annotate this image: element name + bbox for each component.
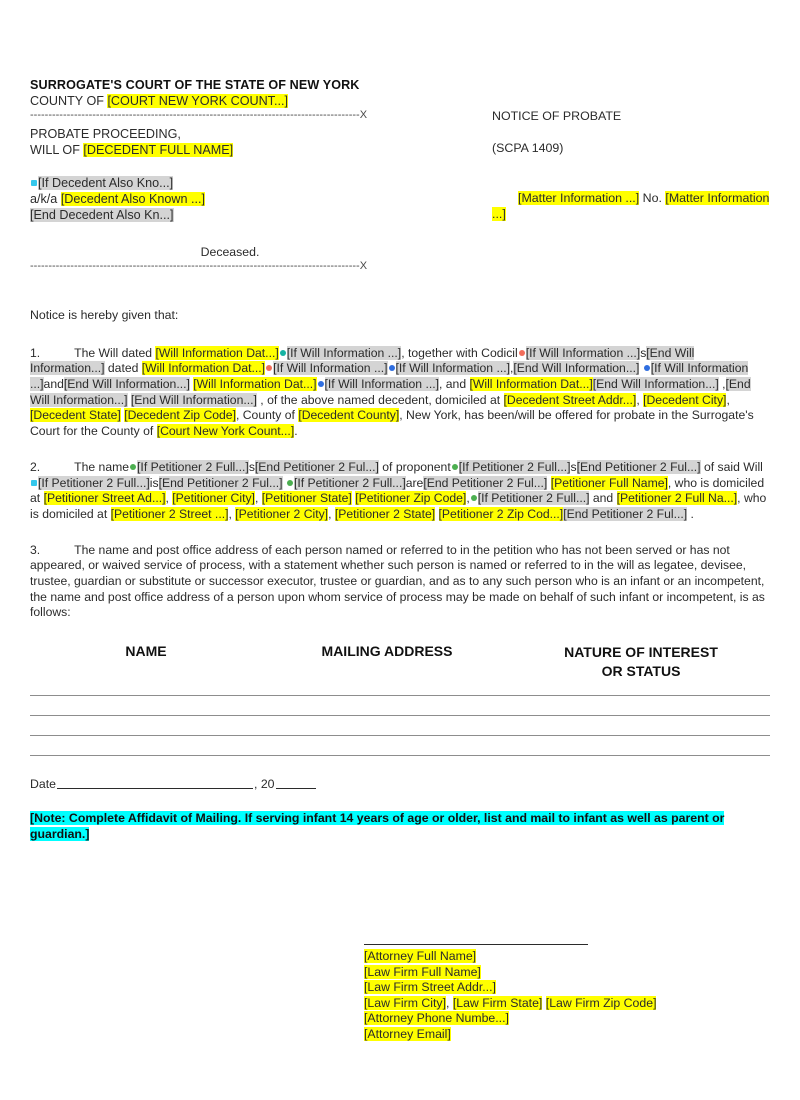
attorney-email-line bbox=[364, 1027, 664, 1043]
paragraph-1-control-field-3[interactable]: [If Will Information ...] bbox=[286, 345, 402, 360]
persons-table-rows bbox=[30, 695, 770, 756]
will-of-label: WILL OF bbox=[30, 143, 84, 157]
content-control-marker-icon bbox=[266, 365, 272, 371]
caption-left-column bbox=[30, 78, 485, 274]
paragraph-1-control-field-19[interactable]: [If Will Information ...] bbox=[30, 361, 749, 391]
caption-spacer bbox=[30, 158, 485, 175]
paragraph-3-body: The name and post office address of each person named or referred to in the petition who has not been served or has not appeared, or waived service of process, with a statement whether such person is named or referred to in the will as legatee, devisee, trustee, guardian or substitute or successor executor, trustee or guardian, and as to any such person who is an infant or an incompetent, the name and post office address of a person upon whom service of process may be made on behalf of such infant or incompetent, is as follows: bbox=[30, 542, 765, 620]
paragraph-1-control-field-28[interactable]: [End Will Information...] bbox=[592, 377, 719, 391]
paragraph-1-text-37: , bbox=[726, 392, 730, 407]
paragraph-2-text-10: of said Will bbox=[700, 459, 763, 474]
caption-right-column bbox=[485, 78, 770, 222]
paragraph-2-text-18: are bbox=[405, 475, 424, 490]
paragraph-1-text-35: , bbox=[636, 392, 644, 407]
aka-label: a/k/a bbox=[30, 192, 61, 206]
paragraph-2-control-field-43[interactable]: [End Petitioner 2 Ful...] bbox=[563, 506, 688, 521]
paragraph-2-control-field-2[interactable]: [If Petitioner 2 Full...] bbox=[137, 459, 249, 474]
will-of-line bbox=[30, 142, 485, 158]
affidavit-note bbox=[30, 811, 770, 842]
caption-rule-bottom-dashes: ------------------------------------------------------------------------------------------ bbox=[30, 260, 360, 272]
matter-no-label: No. bbox=[639, 191, 666, 205]
will-of-field[interactable]: [DECEDENT FULL NAME] bbox=[83, 143, 234, 157]
paragraph-2-highlight-field-38[interactable]: [Petitioner 2 City] bbox=[235, 506, 329, 521]
law-firm-name-line bbox=[364, 965, 664, 981]
matter-number-block bbox=[492, 190, 770, 222]
year-blank-input[interactable] bbox=[276, 776, 316, 789]
paragraph-2-text-33: and bbox=[589, 491, 617, 506]
paragraph-2-highlight-field-42[interactable]: [Petitioner 2 Zip Cod...] bbox=[438, 506, 564, 521]
county-field[interactable]: [COURT NEW YORK COUNT...] bbox=[107, 94, 288, 108]
aka-if-line bbox=[30, 175, 485, 191]
paragraph-2-text-39: , bbox=[328, 506, 335, 521]
attorney-email-field[interactable]: [Attorney Email] bbox=[364, 1026, 451, 1041]
statute-reference: (SCPA 1409) bbox=[492, 141, 564, 155]
paragraph-1-highlight-field-10[interactable]: [Will Information Dat...] bbox=[141, 361, 266, 376]
aka-line bbox=[30, 191, 485, 207]
deceased-label: Deceased. bbox=[200, 245, 260, 259]
content-control-marker-icon bbox=[519, 350, 525, 356]
column-header-name: NAME bbox=[125, 643, 167, 660]
county-line bbox=[30, 93, 485, 109]
content-control-marker-icon bbox=[31, 480, 37, 486]
content-control-marker-icon bbox=[287, 480, 293, 486]
paragraph-1-highlight-field-1[interactable]: [Will Information Dat...] bbox=[155, 345, 279, 360]
paragraph-2-highlight-field-34[interactable]: [Petitioner 2 Full Na...] bbox=[616, 491, 738, 506]
paragraph-1-text-9: dated bbox=[104, 361, 142, 376]
law-firm-citystatezip-line bbox=[364, 996, 664, 1012]
notice-of-probate-title: NOTICE OF PROBATE bbox=[492, 109, 622, 123]
law-firm-zip-field[interactable]: [Law Firm Zip Code] bbox=[545, 995, 657, 1010]
content-control-marker-icon bbox=[644, 365, 650, 371]
paragraph-1-text-43: , New York, has been/will be offered for probate in the Surrogate's Court for the County of bbox=[30, 408, 754, 439]
caption-spacer-2 bbox=[30, 223, 485, 245]
date-comma-year: , 20 bbox=[253, 777, 275, 792]
paragraph-2-control-field-12[interactable]: [If Petitioner 2 Full...] bbox=[38, 475, 150, 490]
paragraph-2-text-24: , bbox=[165, 491, 173, 506]
paragraph-2-text-22: , who is domiciled at bbox=[30, 475, 765, 506]
content-control-marker-icon bbox=[318, 381, 324, 387]
paragraph-2-body bbox=[30, 460, 766, 521]
paragraph-1-control-field-14[interactable]: [If Will Information ...] bbox=[395, 361, 510, 376]
caption-rule-bottom bbox=[30, 260, 430, 274]
paragraph-1-text-26: , and bbox=[439, 377, 470, 391]
caption-rule-top-dashes: ------------------------------------------------------------------------------------------ bbox=[30, 109, 360, 121]
court-title: SURROGATE'S COURT OF THE STATE OF NEW YORK bbox=[30, 78, 360, 92]
paragraph-3-number: 3. bbox=[30, 542, 41, 557]
paragraph-2-highlight-field-25[interactable]: [Petitioner City] bbox=[172, 491, 255, 506]
paragraph-1-body bbox=[30, 346, 754, 439]
notice-given-line: Notice is hereby given that: bbox=[30, 308, 179, 322]
paragraph-1-text-17 bbox=[639, 361, 642, 375]
paragraph-1-text-0: The Will dated bbox=[74, 345, 156, 360]
paragraph-2-highlight-field-40[interactable]: [Petitioner 2 State] bbox=[334, 506, 436, 521]
table-row[interactable] bbox=[30, 755, 770, 756]
date-line bbox=[30, 776, 770, 791]
law-firm-sep-comma: , bbox=[445, 995, 453, 1010]
persons-table-header bbox=[30, 643, 770, 681]
content-control-marker-icon bbox=[452, 464, 458, 470]
content-control-marker-icon bbox=[280, 350, 286, 356]
aka-end-line bbox=[30, 207, 485, 223]
attorney-full-name-field[interactable]: [Attorney Full Name] bbox=[364, 949, 477, 963]
paragraph-1-highlight-field-42[interactable]: [Decedent County] bbox=[298, 408, 400, 423]
content-control-marker-icon bbox=[389, 365, 395, 371]
paragraph-3 bbox=[30, 543, 770, 622]
paragraph-1-control-field-12[interactable]: [If Will Information ...] bbox=[273, 361, 388, 376]
paragraph-1-text-15: , bbox=[510, 361, 514, 376]
paragraph-1-control-field-32[interactable]: [End Will Information...] bbox=[130, 392, 257, 407]
paragraph-2-control-field-19[interactable]: [End Petitioner 2 Ful...] bbox=[423, 475, 548, 490]
caption-rule-top bbox=[30, 109, 430, 123]
caption-rule-top-x: X bbox=[359, 109, 368, 121]
paragraph-1-text-4: , together with Codicil bbox=[401, 345, 518, 360]
column-header-mailing-address: MAILING ADDRESS bbox=[321, 643, 453, 660]
column-header-interest-line2: OR STATUS bbox=[601, 663, 681, 680]
paragraph-2-text-37: , bbox=[228, 506, 236, 521]
paragraph-2-number: 2. bbox=[30, 459, 41, 474]
attorney-phone-line bbox=[364, 1011, 664, 1027]
paragraph-1-text-41: , County of bbox=[235, 408, 299, 423]
paragraph-1-control-field-8[interactable]: [End Will Information...] bbox=[30, 345, 695, 376]
paragraph-1-highlight-field-38[interactable]: [Decedent State] bbox=[30, 408, 121, 423]
paragraph-1-control-field-21[interactable]: [End Will Information...] bbox=[63, 377, 190, 391]
law-firm-city-field[interactable]: [Law Firm City] bbox=[364, 995, 446, 1010]
paragraph-2-text-30: , bbox=[466, 491, 470, 506]
paragraph-1-text-33: , of the above named decedent, domiciled at bbox=[256, 392, 504, 407]
paragraph-1-text-20: and bbox=[43, 377, 64, 391]
paragraph-1 bbox=[30, 346, 770, 440]
paragraph-1-highlight-field-23[interactable]: [Will Information Dat...] bbox=[193, 377, 317, 391]
affidavit-note-text: [Note: Complete Affidavit of Mailing. If serving infant 14 years of age or older, list and mail to infant as well as parent or guardian.] bbox=[30, 811, 725, 841]
attorney-signature-block bbox=[364, 944, 664, 1043]
aka-end-field[interactable]: [End Decedent Also Kn...] bbox=[30, 208, 174, 222]
county-label: COUNTY OF bbox=[30, 94, 108, 108]
paragraph-2-highlight-field-23[interactable]: [Petitioner Street Ad...] bbox=[43, 491, 166, 506]
caption-block bbox=[30, 78, 770, 274]
paragraph-1-text-7: s bbox=[640, 345, 647, 360]
paragraph-2-control-field-4[interactable]: [End Petitioner 2 Ful...] bbox=[254, 459, 379, 474]
column-header-interest-line1: NATURE OF INTEREST bbox=[564, 644, 718, 661]
paragraph-2-text-3: s bbox=[248, 459, 255, 474]
paragraph-2-text-8: s bbox=[570, 459, 577, 474]
signature-rule bbox=[364, 944, 588, 945]
law-firm-street-field[interactable]: [Law Firm Street Addr...] bbox=[364, 980, 496, 995]
paragraph-2-text-15 bbox=[283, 476, 286, 490]
paragraph-1-highlight-field-40[interactable]: [Decedent Zip Code] bbox=[124, 408, 236, 423]
paragraph-2-control-field-14[interactable]: [End Petitioner 2 Ful...] bbox=[158, 475, 283, 490]
paragraph-2-text-5: of proponent bbox=[378, 459, 451, 474]
content-control-marker-icon bbox=[130, 464, 136, 470]
matter-field-2[interactable]: [Matter Information ...] bbox=[492, 191, 770, 221]
aka-field[interactable]: [Decedent Also Known ...] bbox=[60, 192, 206, 206]
paragraph-1-control-field-6[interactable]: [If Will Information ...] bbox=[525, 345, 641, 360]
paragraph-2-highlight-field-27[interactable]: [Petitioner State] bbox=[261, 491, 352, 506]
date-label: Date bbox=[30, 777, 56, 792]
paragraph-2 bbox=[30, 460, 770, 523]
attorney-name-line bbox=[364, 949, 664, 965]
paragraph-2-text-44: . bbox=[687, 506, 694, 521]
content-control-marker-icon bbox=[31, 180, 37, 186]
matter-field-1[interactable]: [Matter Information ...] bbox=[518, 191, 640, 205]
paragraph-1-highlight-field-36[interactable]: [Decedent City] bbox=[643, 392, 727, 407]
paragraph-2-text-26: , bbox=[254, 491, 262, 506]
caption-rule-bottom-x: X bbox=[359, 260, 368, 272]
paragraph-2-text-13: is bbox=[149, 475, 159, 490]
table-row[interactable] bbox=[30, 735, 770, 736]
table-row[interactable] bbox=[30, 695, 770, 696]
paragraph-2-text-0: The name bbox=[74, 459, 130, 474]
paragraph-1-highlight-field-27[interactable]: [Will Information Dat...] bbox=[469, 377, 593, 391]
paragraph-2-text-35: , who is domiciled at bbox=[30, 491, 767, 521]
content-control-marker-icon bbox=[471, 495, 477, 501]
paragraph-2-control-field-9[interactable]: [End Petitioner 2 Ful...] bbox=[576, 459, 701, 474]
paragraph-2-highlight-field-29[interactable]: [Petitioner Zip Code] bbox=[355, 491, 467, 506]
column-header-nature-of-interest bbox=[512, 643, 770, 681]
paragraph-1-text-29: , bbox=[718, 377, 726, 391]
paragraph-1-control-field-25[interactable]: [If Will Information ...] bbox=[324, 377, 439, 391]
paragraph-1-highlight-field-44[interactable]: [Court New York Count...] bbox=[156, 424, 295, 439]
law-firm-state-field[interactable]: [Law Firm State] bbox=[452, 995, 543, 1010]
paragraph-1-highlight-field-34[interactable]: [Decedent Street Addr...] bbox=[503, 392, 637, 407]
law-firm-street-line bbox=[364, 980, 664, 996]
paragraph-1-control-field-16[interactable]: [End Will Information...] bbox=[513, 361, 640, 376]
attorney-phone-field[interactable]: [Attorney Phone Numbe...] bbox=[364, 1011, 509, 1026]
paragraph-1-text-45: . bbox=[294, 424, 298, 439]
paragraph-1-control-field-30[interactable]: [End Will Information...] bbox=[30, 377, 751, 407]
paragraph-2-control-field-32[interactable]: [If Petitioner 2 Full...] bbox=[477, 491, 590, 506]
date-blank-input[interactable] bbox=[57, 776, 253, 789]
paragraph-2-control-field-17[interactable]: [If Petitioner 2 Full...] bbox=[293, 475, 406, 490]
paragraph-2-control-field-7[interactable]: [If Petitioner 2 Full...] bbox=[458, 459, 571, 474]
paragraph-2-highlight-field-36[interactable]: [Petitioner 2 Street ...] bbox=[110, 506, 229, 521]
table-row[interactable] bbox=[30, 715, 770, 716]
proceeding-line: PROBATE PROCEEDING, bbox=[30, 127, 181, 141]
aka-if-start-field[interactable]: [If Decedent Also Kno...] bbox=[38, 176, 174, 190]
law-firm-full-name-field[interactable]: [Law Firm Full Name] bbox=[364, 964, 481, 979]
paragraph-1-number: 1. bbox=[30, 345, 41, 360]
paragraph-2-highlight-field-21[interactable]: [Petitioner Full Name] bbox=[550, 475, 668, 490]
